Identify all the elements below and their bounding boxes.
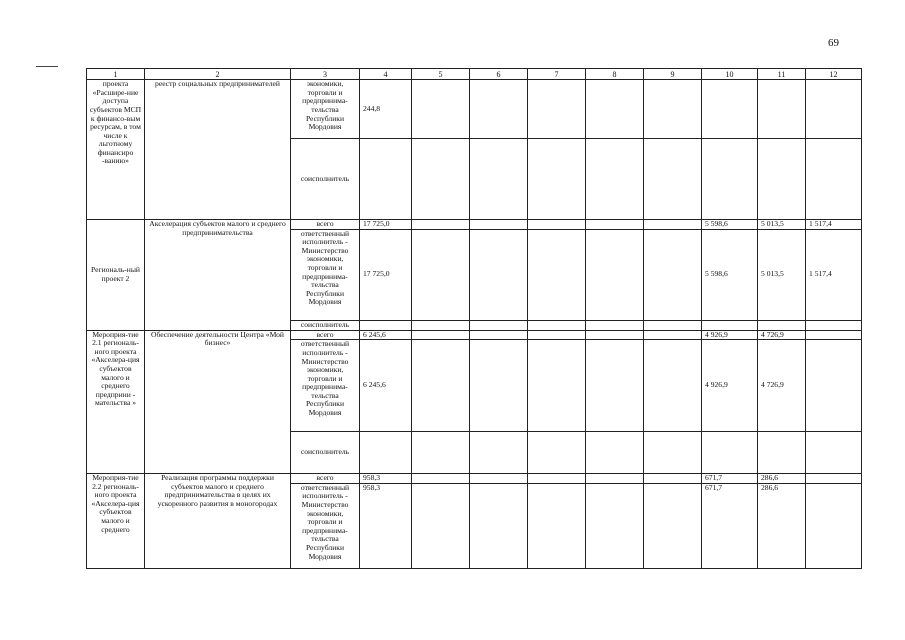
- event-description-cell: Обеспечение деятельности Центра «Мой бизнес»: [145, 330, 291, 473]
- header-cell: 6: [470, 69, 528, 80]
- event-description-cell: Реализация программы поддержки субъектов малого и среднего предпринимательства в целях их ускоренного развития в моногородах: [145, 474, 291, 569]
- header-cell: 9: [644, 69, 702, 80]
- value-cell: 671,7: [702, 483, 758, 568]
- value-cell: 1 517,4: [806, 229, 862, 320]
- header-cell: 10: [702, 69, 758, 80]
- value-cell: 5 598,6: [702, 219, 758, 229]
- table-row: [87, 219, 862, 229]
- value-cell: 286,6: [758, 483, 806, 568]
- value-cell: 286,6: [758, 474, 806, 484]
- header-cell: 12: [806, 69, 862, 80]
- event-name-cell: Региональ-ный проект 2: [87, 219, 145, 330]
- table-row: [87, 330, 862, 340]
- value-cell: 4 726,9: [758, 330, 806, 340]
- event-name-cell: Мероприя-тие 2.1 региональ-ного проекта «Акселера-ция субъектов малого и среднего предприни - мательства »: [87, 330, 145, 473]
- header-cell: 3: [291, 69, 360, 80]
- header-cell: 1: [87, 69, 145, 80]
- header-cell: 5: [412, 69, 470, 80]
- value-cell: 5 598,6: [702, 229, 758, 320]
- value-cell: 958,3: [360, 483, 412, 568]
- header-cell: 4: [360, 69, 412, 80]
- executor-cell: всего: [291, 330, 360, 340]
- header-cell: 8: [586, 69, 644, 80]
- value-cell: 4 926,9: [702, 340, 758, 431]
- header-cell: 2: [145, 69, 291, 80]
- margin-dash: [36, 66, 58, 67]
- executor-cell: экономики, торговли и предпринима-тельства Республики Мордовия: [291, 80, 360, 139]
- value-cell: 6 245,6: [360, 340, 412, 431]
- value-cell: 671,7: [702, 474, 758, 484]
- header-cell: 7: [528, 69, 586, 80]
- executor-cell: соисполнитель: [291, 138, 360, 219]
- event-name-cell: проекта «Расшире-ние доступа субъектов МСП к финансо-вым ресурсам, в том числе к льготному финансиро -ванию»: [87, 80, 145, 220]
- budget-table: [86, 68, 862, 569]
- executor-cell: всего: [291, 219, 360, 229]
- executor-cell: ответственный исполнитель - Министерство экономики, торговли и предпринима-тельства Республики Мордовия: [291, 229, 360, 320]
- value-cell: 244,8: [360, 80, 412, 139]
- event-name-cell: Мероприя-тие 2.2 региональ-ного проекта «Акселера-ция субъектов малого и среднего: [87, 474, 145, 569]
- executor-cell: соисполнитель: [291, 320, 360, 330]
- executor-cell: ответственный исполнитель - Министерство экономики, торговли и предпринима-тельства Республики Мордовия: [291, 340, 360, 431]
- value-cell: 17 725,0: [360, 229, 412, 320]
- table-header-row: [87, 69, 862, 80]
- value-cell: 6 245,6: [360, 330, 412, 340]
- value-cell: 5 013,5: [758, 219, 806, 229]
- value-cell: 1 517,4: [806, 219, 862, 229]
- table-row: [87, 474, 862, 484]
- page-number: 69: [828, 37, 839, 49]
- value-cell: 5 013,5: [758, 229, 806, 320]
- event-description-cell: Акселерация субъектов малого и среднего предпринимательства: [145, 219, 291, 330]
- executor-cell: соисполнитель: [291, 431, 360, 474]
- value-cell: 958,3: [360, 474, 412, 484]
- event-description-cell: реестр социальных предпринимателей: [145, 80, 291, 220]
- value-cell: 4 926,9: [702, 330, 758, 340]
- table-row: [87, 80, 862, 139]
- executor-cell: всего: [291, 474, 360, 484]
- header-cell: 11: [758, 69, 806, 80]
- executor-cell: ответственный исполнитель - Министерство экономики, торговли и предпринима-тельства Республики Мордовия: [291, 483, 360, 568]
- value-cell: 17 725,0: [360, 219, 412, 229]
- value-cell: 4 726,9: [758, 340, 806, 431]
